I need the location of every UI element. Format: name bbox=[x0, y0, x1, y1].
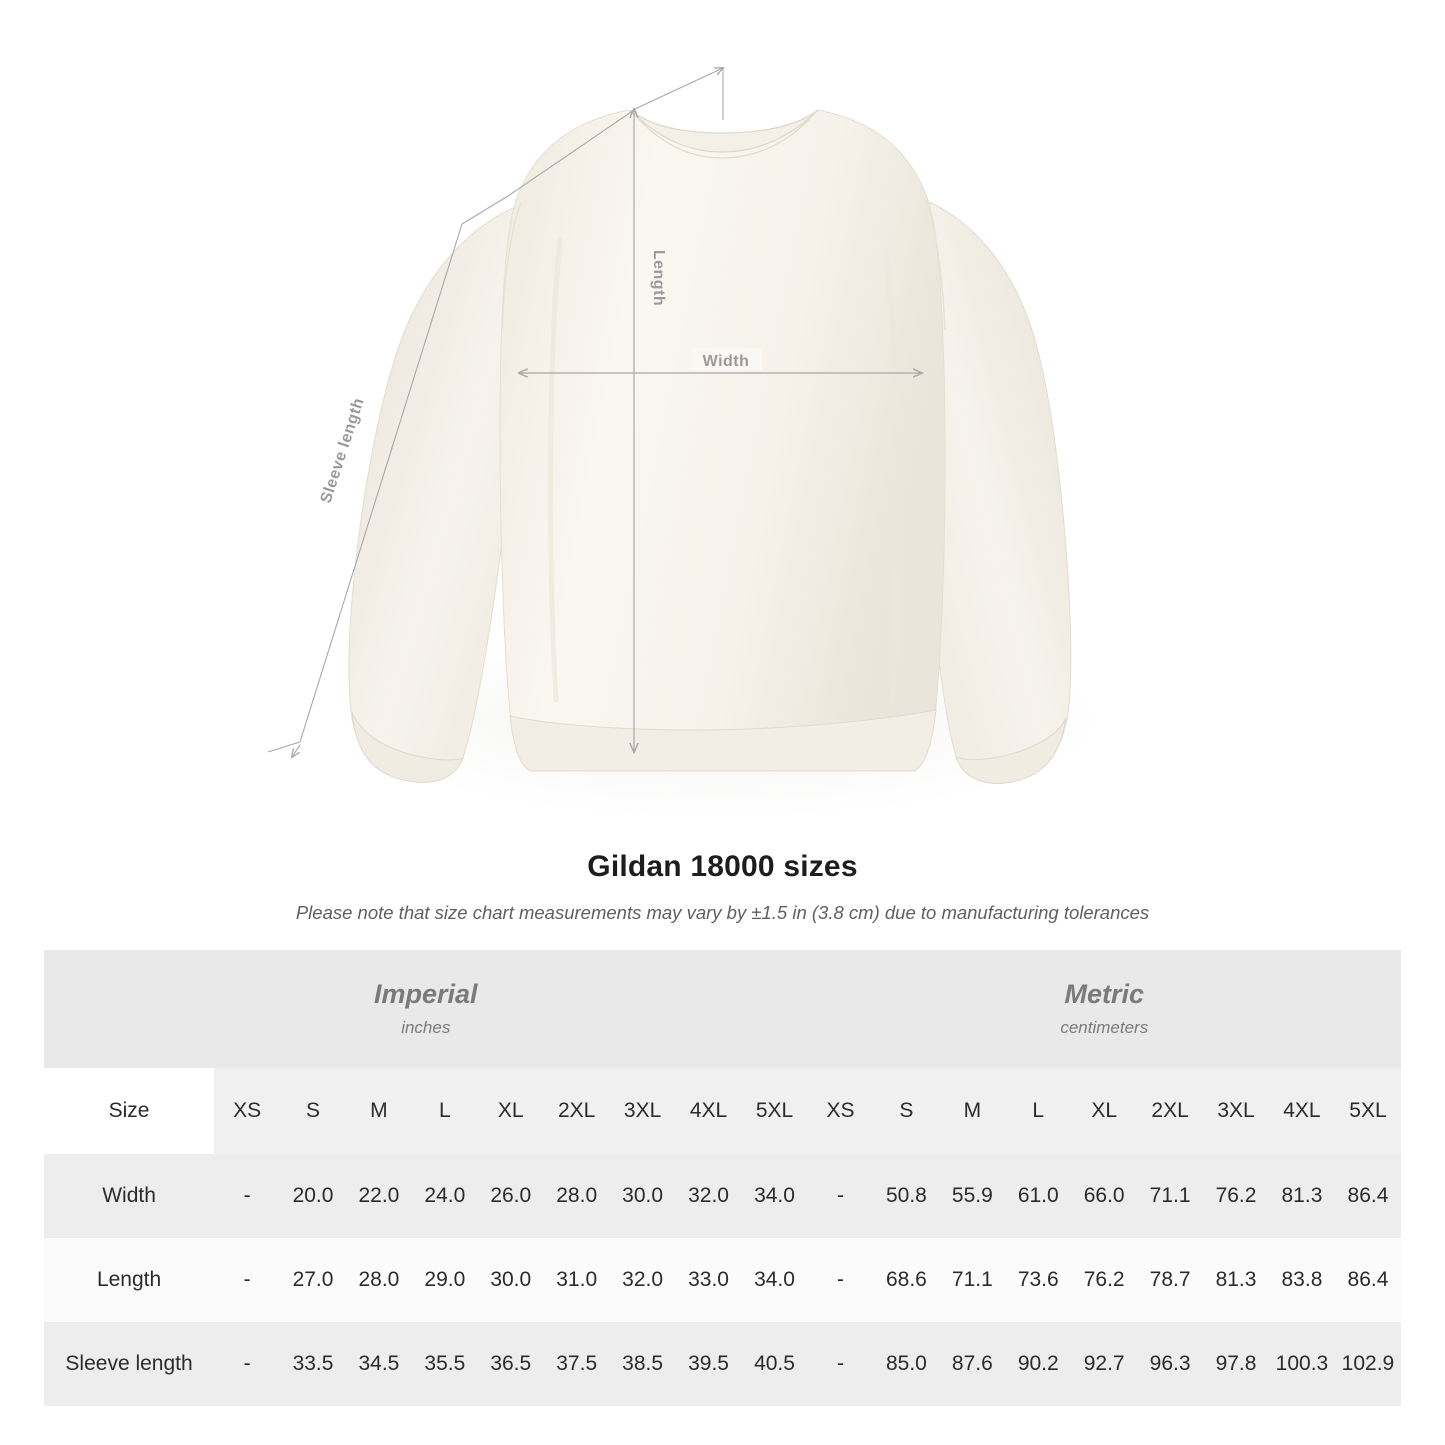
header-size-imperial-xs: XS bbox=[214, 1068, 280, 1154]
length-imperial-xs: - bbox=[214, 1238, 280, 1322]
row-label-width: Width bbox=[44, 1154, 214, 1238]
header-size-imperial-4xl: 4XL bbox=[676, 1068, 742, 1154]
header-size-metric-xl: XL bbox=[1071, 1068, 1137, 1154]
sleeve-imperial-xs: - bbox=[214, 1322, 280, 1406]
header-size-metric-2xl: 2XL bbox=[1137, 1068, 1203, 1154]
page-title: Gildan 18000 sizes bbox=[587, 850, 858, 883]
length-label: Length bbox=[650, 249, 667, 307]
table-row bbox=[44, 1238, 1401, 1322]
header-size-metric-s: S bbox=[873, 1068, 939, 1154]
sleeve-metric-4xl: 100.3 bbox=[1269, 1322, 1335, 1406]
sleeve-imperial-4xl: 39.5 bbox=[676, 1322, 742, 1406]
title-block bbox=[0, 850, 1445, 924]
sleeve-imperial-2xl: 37.5 bbox=[544, 1322, 610, 1406]
length-imperial-s: 27.0 bbox=[280, 1238, 346, 1322]
unit-imperial-cell bbox=[44, 950, 808, 1068]
header-size-metric-xs: XS bbox=[808, 1068, 874, 1154]
width-imperial-2xl: 28.0 bbox=[544, 1154, 610, 1238]
header-size-imperial-5xl: 5XL bbox=[742, 1068, 808, 1154]
table-row bbox=[44, 1322, 1401, 1406]
unit-metric-name: Metric bbox=[1064, 979, 1145, 1010]
sleeve-metric-xs: - bbox=[808, 1322, 874, 1406]
sleeve-length-label: Sleeve length bbox=[317, 395, 368, 506]
size-table-wrapper bbox=[0, 950, 1445, 1406]
width-metric-4xl: 81.3 bbox=[1269, 1154, 1335, 1238]
width-imperial-m: 22.0 bbox=[346, 1154, 412, 1238]
tolerance-note: Please note that size chart measurements may vary by ±1.5 in (3.8 cm) due to manufacturing tolerances bbox=[295, 902, 1150, 923]
width-imperial-5xl: 34.0 bbox=[742, 1154, 808, 1238]
header-size-label: Size bbox=[44, 1068, 214, 1154]
unit-imperial-sub: inches bbox=[401, 1017, 451, 1037]
size-header-row bbox=[44, 1068, 1401, 1154]
length-metric-m: 71.1 bbox=[939, 1238, 1005, 1322]
sleeve-imperial-3xl: 38.5 bbox=[610, 1322, 676, 1406]
header-size-imperial-3xl: 3XL bbox=[610, 1068, 676, 1154]
sleeve-metric-5xl: 102.9 bbox=[1335, 1322, 1401, 1406]
length-metric-5xl: 86.4 bbox=[1335, 1238, 1401, 1322]
sleeve-metric-l: 90.2 bbox=[1005, 1322, 1071, 1406]
sleeve-metric-s: 85.0 bbox=[873, 1322, 939, 1406]
width-imperial-s: 20.0 bbox=[280, 1154, 346, 1238]
length-imperial-4xl: 33.0 bbox=[676, 1238, 742, 1322]
length-imperial-2xl: 31.0 bbox=[544, 1238, 610, 1322]
length-imperial-5xl: 34.0 bbox=[742, 1238, 808, 1322]
width-imperial-4xl: 32.0 bbox=[676, 1154, 742, 1238]
length-metric-xs: - bbox=[808, 1238, 874, 1322]
sleeve-metric-2xl: 96.3 bbox=[1137, 1322, 1203, 1406]
length-imperial-m: 28.0 bbox=[346, 1238, 412, 1322]
unit-imperial-name: Imperial bbox=[373, 979, 478, 1010]
header-size-metric-3xl: 3XL bbox=[1203, 1068, 1269, 1154]
table-row bbox=[44, 1154, 1401, 1238]
unit-metric-sub: centimeters bbox=[1060, 1017, 1149, 1037]
width-imperial-3xl: 30.0 bbox=[610, 1154, 676, 1238]
sleeve-metric-xl: 92.7 bbox=[1071, 1322, 1137, 1406]
header-size-metric-5xl: 5XL bbox=[1335, 1068, 1401, 1154]
width-metric-xl: 66.0 bbox=[1071, 1154, 1137, 1238]
sleeve-imperial-l: 35.5 bbox=[412, 1322, 478, 1406]
sleeve-imperial-xl: 36.5 bbox=[478, 1322, 544, 1406]
width-metric-5xl: 86.4 bbox=[1335, 1154, 1401, 1238]
sleeve-imperial-5xl: 40.5 bbox=[742, 1322, 808, 1406]
sleeve-imperial-m: 34.5 bbox=[346, 1322, 412, 1406]
length-imperial-xl: 30.0 bbox=[478, 1238, 544, 1322]
length-metric-4xl: 83.8 bbox=[1269, 1238, 1335, 1322]
unit-header-row bbox=[44, 950, 1401, 1068]
unit-metric-cell bbox=[808, 950, 1401, 1068]
width-metric-l: 61.0 bbox=[1005, 1154, 1071, 1238]
row-label-sleeve-length: Sleeve length bbox=[44, 1322, 214, 1406]
header-size-metric-4xl: 4XL bbox=[1269, 1068, 1335, 1154]
header-size-imperial-m: M bbox=[346, 1068, 412, 1154]
length-imperial-3xl: 32.0 bbox=[610, 1238, 676, 1322]
length-metric-3xl: 81.3 bbox=[1203, 1238, 1269, 1322]
sleeve-metric-m: 87.6 bbox=[939, 1322, 1005, 1406]
length-metric-l: 73.6 bbox=[1005, 1238, 1071, 1322]
garment-body bbox=[500, 110, 945, 770]
width-metric-3xl: 76.2 bbox=[1203, 1154, 1269, 1238]
width-imperial-l: 24.0 bbox=[412, 1154, 478, 1238]
width-imperial-xs: - bbox=[214, 1154, 280, 1238]
header-size-imperial-l: L bbox=[412, 1068, 478, 1154]
width-imperial-xl: 26.0 bbox=[478, 1154, 544, 1238]
width-metric-xs: - bbox=[808, 1154, 874, 1238]
header-size-imperial-s: S bbox=[280, 1068, 346, 1154]
width-metric-2xl: 71.1 bbox=[1137, 1154, 1203, 1238]
header-size-imperial-xl: XL bbox=[478, 1068, 544, 1154]
width-label: Width bbox=[702, 353, 750, 370]
sleeve-imperial-s: 33.5 bbox=[280, 1322, 346, 1406]
header-size-imperial-2xl: 2XL bbox=[544, 1068, 610, 1154]
length-imperial-l: 29.0 bbox=[412, 1238, 478, 1322]
sleeve-metric-3xl: 97.8 bbox=[1203, 1322, 1269, 1406]
header-size-metric-l: L bbox=[1005, 1068, 1071, 1154]
length-metric-xl: 76.2 bbox=[1071, 1238, 1137, 1322]
width-metric-s: 50.8 bbox=[873, 1154, 939, 1238]
length-metric-2xl: 78.7 bbox=[1137, 1238, 1203, 1322]
header-size-metric-m: M bbox=[939, 1068, 1005, 1154]
width-metric-m: 55.9 bbox=[939, 1154, 1005, 1238]
row-label-length: Length bbox=[44, 1238, 214, 1322]
size-table bbox=[44, 950, 1401, 1406]
length-metric-s: 68.6 bbox=[873, 1238, 939, 1322]
